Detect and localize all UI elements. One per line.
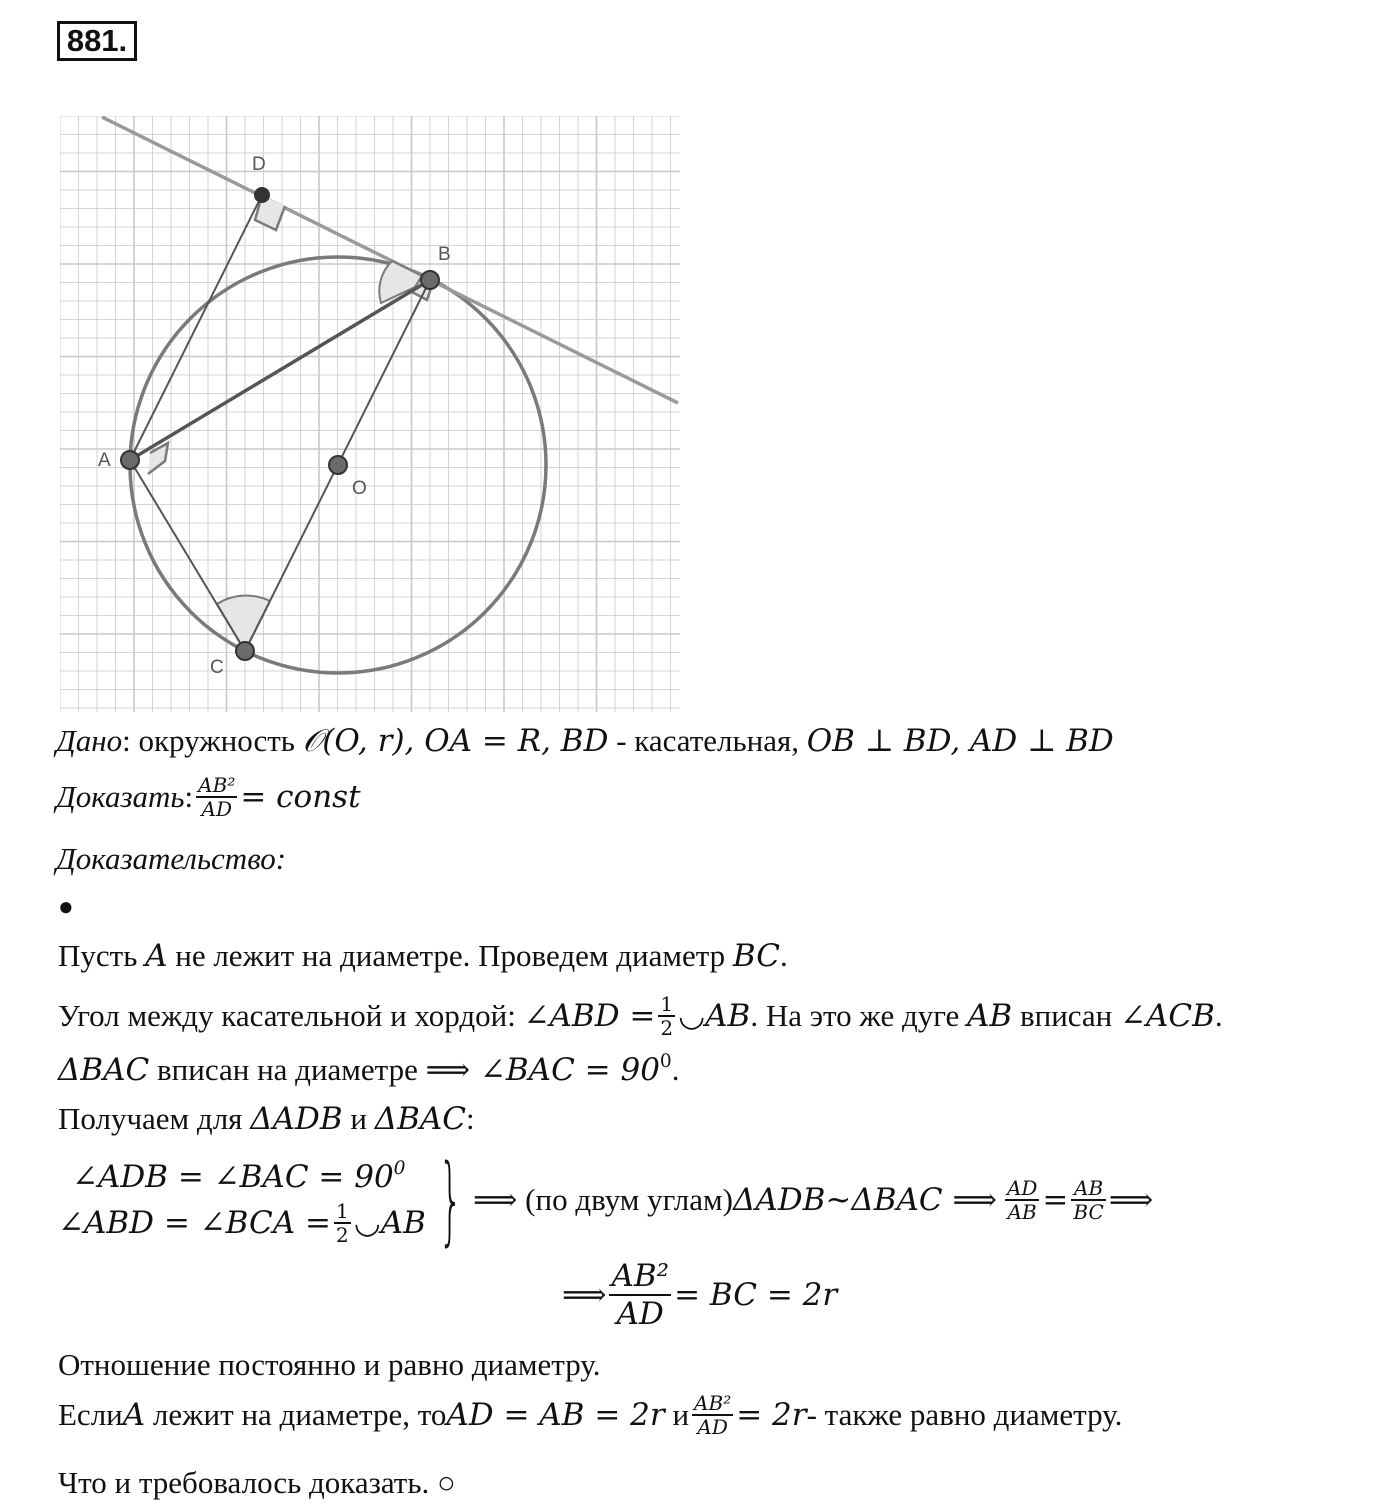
point-b xyxy=(421,271,439,289)
proof-line-5: Отношение постоянно и равно диаметру. xyxy=(58,1347,601,1382)
prove-colon: : xyxy=(184,779,194,814)
point-a xyxy=(121,451,139,469)
segment-ac xyxy=(130,460,245,651)
point-d xyxy=(255,188,269,202)
system-row-1: ∠ADB = ∠BAC = $90^0$ xyxy=(72,1157,406,1195)
label-o: O xyxy=(352,478,367,499)
geometry-figure xyxy=(60,116,680,712)
system-row-2: ∠ABD = ∠BCA = $\frac{1}{2}$ ◡AB xyxy=(58,1199,426,1247)
proof-line-4: Получаем для ΔADB и ΔBAC: xyxy=(58,1101,475,1137)
given-text2: - касательная, xyxy=(608,723,807,758)
prove-label: Доказать xyxy=(56,779,185,814)
proof-line-1: Пусть A не лежит на диаметре. Проведем диаметр BC. xyxy=(58,938,788,974)
prove-line xyxy=(56,774,361,820)
given-text1: : окружность xyxy=(122,723,303,758)
label-b: B xyxy=(438,244,451,265)
point-o xyxy=(329,456,347,474)
proof-result: ⟹ $\frac{\text{AB²}}{AD}$ = BC = 2r xyxy=(562,1258,838,1332)
problem-number: 881. xyxy=(57,21,137,61)
point-c xyxy=(236,642,254,660)
prove-num: AB² xyxy=(198,773,236,797)
prove-fraction xyxy=(196,774,237,820)
proof-label: Доказательство: xyxy=(56,841,287,876)
given-circle: 𝒪(O, r), OA = R, BD xyxy=(302,723,609,759)
prove-den: AD xyxy=(201,797,232,821)
label-c: C xyxy=(210,657,224,678)
given-label: Дано xyxy=(56,723,123,758)
system-conclusion: ⟹ (по двум углам) ΔADB~ΔBAC ⟹ $\frac{AD}{AB}$ = $\frac{AB}{BC}$ ⟹ xyxy=(472,1176,1154,1224)
angle-system xyxy=(58,1144,1154,1256)
label-a: A xyxy=(98,450,111,471)
proof-line-7: Что и требовалось доказать. ○ xyxy=(58,1465,456,1500)
given-line xyxy=(56,722,1114,760)
proof-line-2: Угол между касательной и хордой: ∠ABD = $\frac{1}{2}$ ◡AB . На это же дуге AB вписан ∠ACB . xyxy=(58,992,1223,1040)
prove-rhs: = const xyxy=(240,779,361,815)
proof-bullet: ● xyxy=(58,892,74,921)
given-perp: OB ⊥ BD, AD ⊥ BD xyxy=(806,723,1114,759)
proof-line-6: Если A лежит на диаметре, то AD = AB = 2r и $\frac{\text{AB²}}{AD}$ = 2r - также равно диаметру. xyxy=(58,1391,1123,1439)
system-brace: } xyxy=(438,1144,463,1256)
proof-line-3: ΔBAC вписан на диаметре ⟹ ∠BAC = $90^0$. xyxy=(58,1050,680,1088)
label-d: D xyxy=(252,154,266,175)
